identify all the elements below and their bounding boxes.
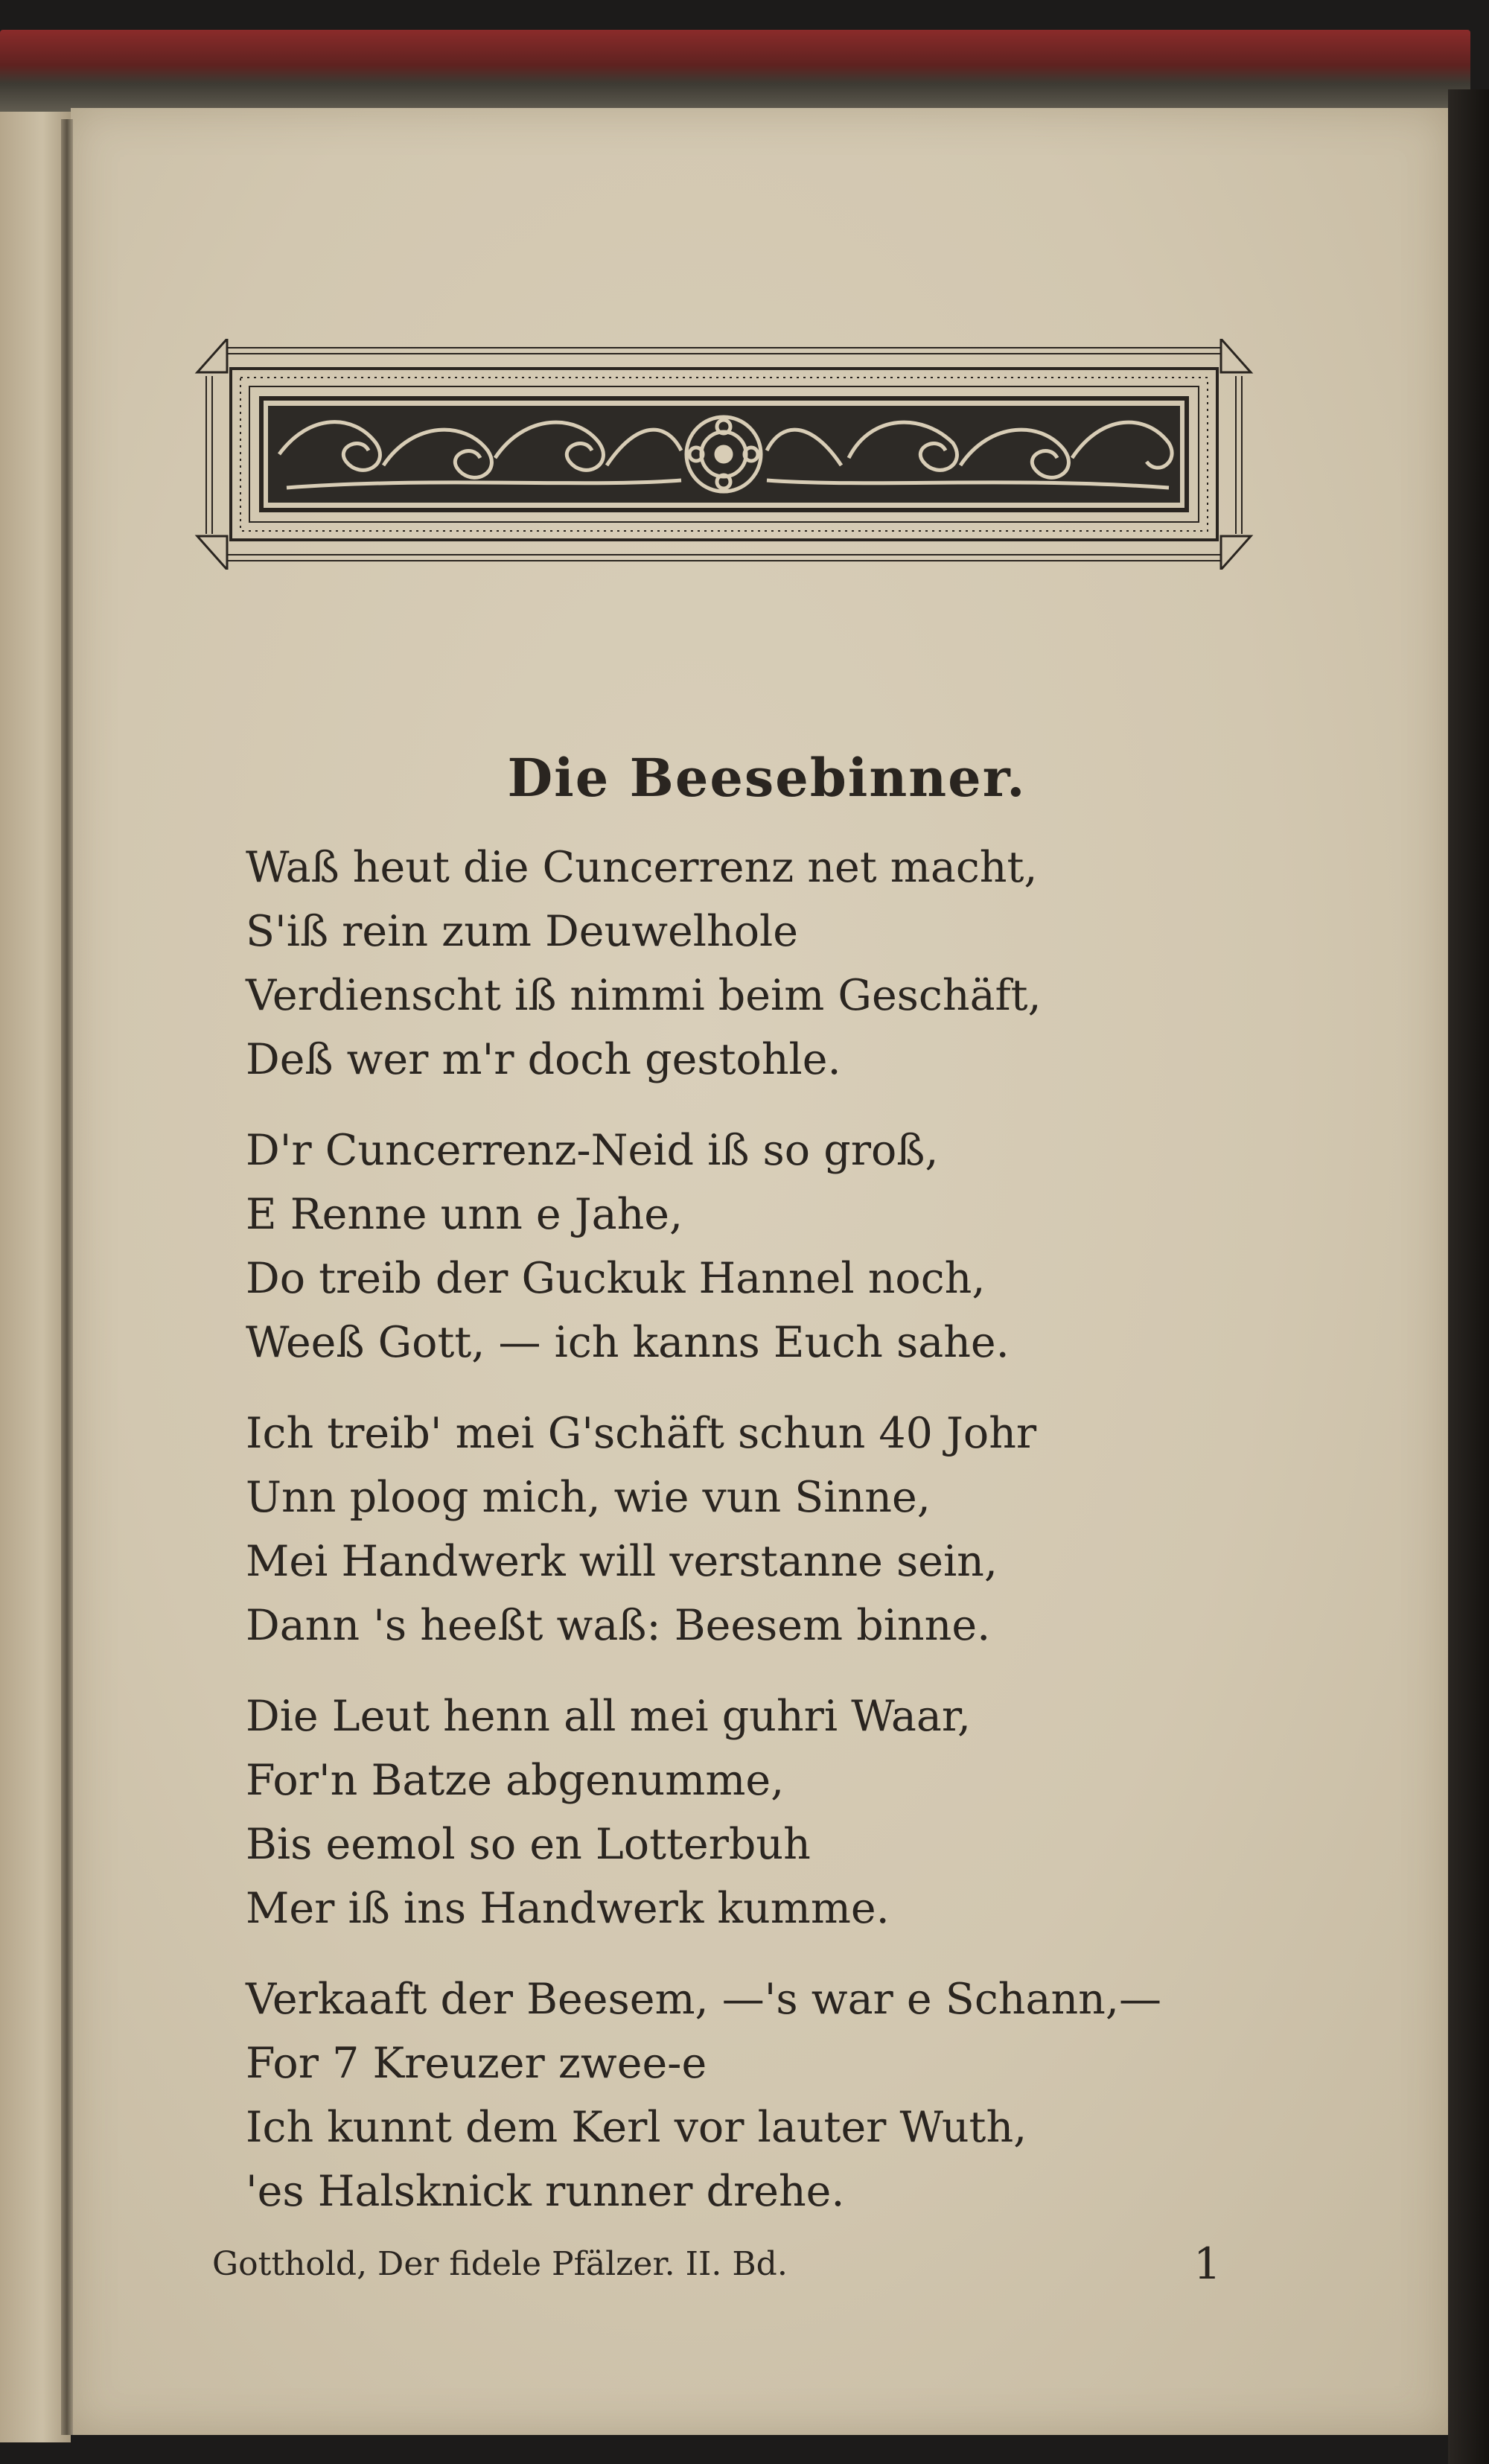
- page-footer: [212, 2234, 1221, 2293]
- verse-line: For 7 Kreuzer zwee-e: [246, 2039, 707, 2088]
- verse-line: 'es Halsknick runner drehe.: [246, 2167, 845, 2216]
- verse-line: Unn ploog mich, wie vun Sinne,: [246, 1473, 931, 1522]
- page-number: 1: [1193, 2238, 1221, 2289]
- verse-line: Verkaaft der Beesem, —'s war e Schann,—: [246, 1975, 1161, 2024]
- verse-line: For'n Batze abgenumme,: [246, 1756, 785, 1805]
- verse-line: Verdienscht iß nimmi beim Geschäft,: [246, 971, 1042, 1020]
- verse-line: S'iß rein zum Deuwelhole: [246, 907, 798, 956]
- footer-signature: Gotthold, Der fidele Pfälzer. II. Bd.: [212, 2244, 788, 2283]
- verse-line: Bis eemol so en Lotterbuh: [246, 1820, 811, 1869]
- verse-line: Dann 's heeßt waß: Beesem binne.: [246, 1601, 991, 1650]
- verse-line: Deß wer m'r doch gestohle.: [246, 1035, 841, 1084]
- stanza: [246, 1401, 1288, 1658]
- stanza: [246, 835, 1288, 1092]
- verse-line: Die Leut henn all mei guhri Waar,: [246, 1692, 971, 1741]
- stanza: [246, 1118, 1288, 1375]
- verse-line: Mei Handwerk will verstanne sein,: [246, 1537, 998, 1586]
- stanza: [246, 1684, 1288, 1941]
- verse-line: Ich kunnt dem Kerl vor lauter Wuth,: [246, 2103, 1027, 2152]
- verse-line: Do treib der Guckuk Hannel noch,: [246, 1254, 986, 1303]
- page-right-edge: [1448, 89, 1489, 2464]
- page-gutter: [61, 119, 73, 2435]
- stanza: [246, 1967, 1288, 2223]
- poem: [246, 737, 1288, 2250]
- verse-line: Ich treib' mei G'schäft schun 40 Johr: [246, 1409, 1037, 1458]
- verse-line: Weeß Gott, — ich kanns Euch sahe.: [246, 1318, 1010, 1367]
- book-spine-edge: [0, 30, 1470, 119]
- verse-line: D'r Cuncerrenz-Neid iß so groß,: [246, 1126, 939, 1175]
- verse-line: Mer iß ins Handwerk kumme.: [246, 1884, 890, 1933]
- facing-page-edge: [0, 112, 71, 2442]
- decorative-header-ornament: [190, 339, 1258, 570]
- verse-line: Waß heut die Cuncerrenz net macht,: [246, 843, 1038, 892]
- verse-line: E Renne unn e Jahe,: [246, 1190, 683, 1239]
- poem-title: Die Beesebinner.: [507, 747, 1027, 809]
